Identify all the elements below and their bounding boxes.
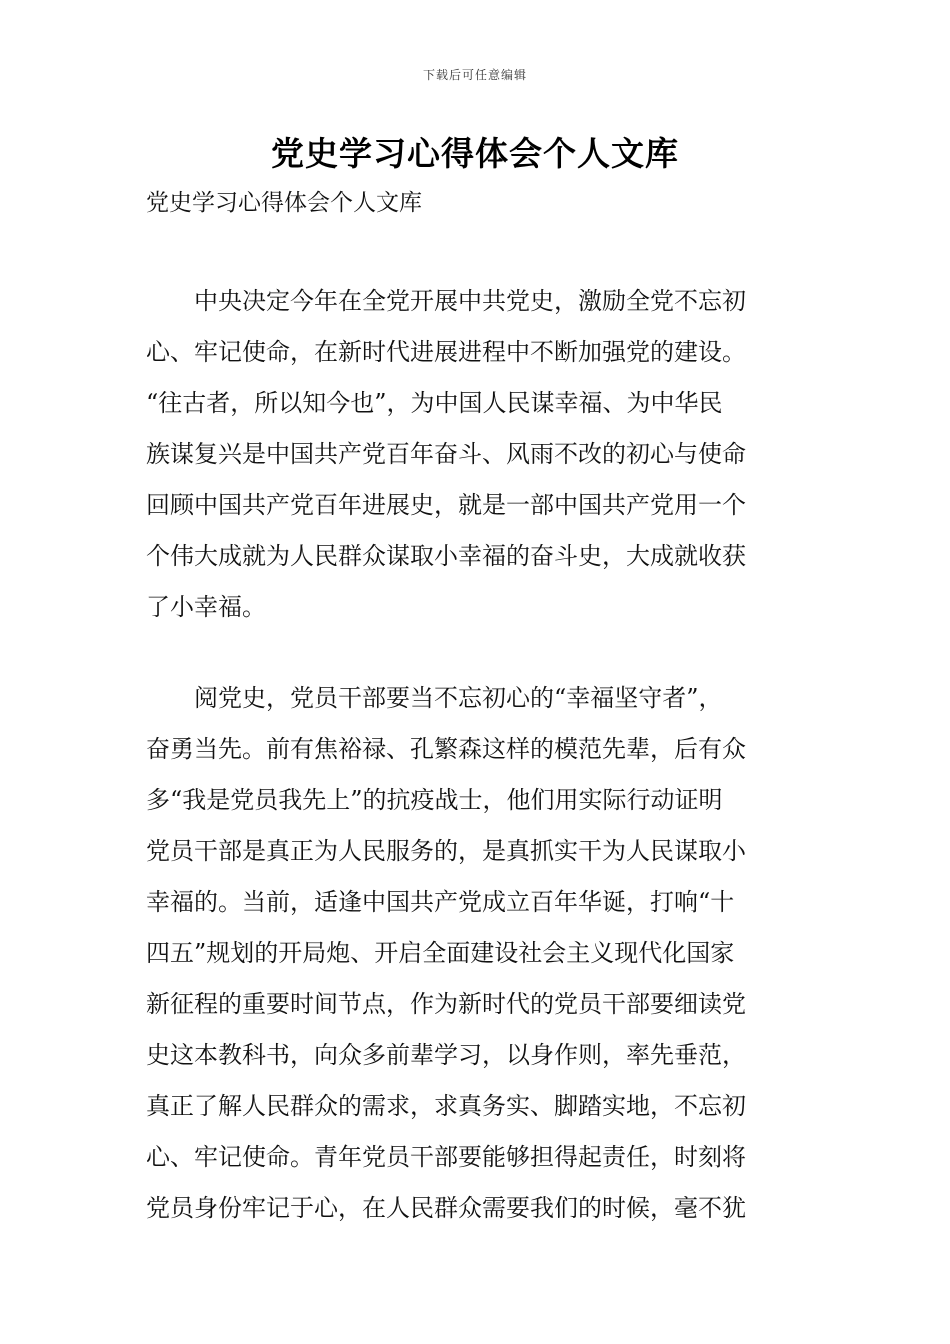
paragraph-line: 回顾中国共产党百年进展史，就是一部中国共产党用一个 [146,491,746,519]
paragraph-line: 真正了解人民群众的需求，求真务实、脚踏实地，不忘初 [146,1092,746,1120]
paragraph-line: 奋勇当先。前有焦裕禄、孔繁森这样的模范先辈，后有众 [146,735,746,763]
paragraph-line: 了小幸福。 [146,593,266,621]
paragraph-line: 心、牢记使命，在新时代进展进程中不断加强党的建设。 [146,338,746,366]
document-title: 党史学习心得体会个人文库 [271,134,679,173]
paragraph-line: 多“我是党员我先上”的抗疫战士，他们用实际行动证明 [146,786,723,814]
paragraph-line: 幸福的。当前，适逢中国共产党成立百年华诞，打响“十 [146,888,735,916]
paragraph-line: 个伟大成就为人民群众谋取小幸福的奋斗史，大成就收获 [146,542,746,570]
paragraph-line: 党员干部是真正为人民服务的，是真抓实干为人民谋取小 [146,837,746,865]
body-paragraph-2 [146,673,808,1234]
paragraph-line: 族谋复兴是中国共产党百年奋斗、风雨不改的初心与使命 [146,440,746,468]
paragraph-line: 心、牢记使命。青年党员干部要能够担得起责任，时刻将 [146,1143,746,1171]
paragraph-line: “往古者，所以知今也”，为中国人民谋幸福、为中华民 [146,389,723,417]
body-paragraph-1 [146,276,808,633]
paragraph-line: 阅党史，党员干部要当不忘初心的“幸福坚守者”， [146,684,723,712]
paragraph-line: 史这本教科书，向众多前辈学习，以身作则，率先垂范， [146,1041,746,1069]
document-subtitle: 党史学习心得体会个人文库 [146,190,422,216]
paragraph-line: 中央决定今年在全党开展中共党史，激励全党不忘初 [146,287,746,315]
paragraph-line: 新征程的重要时间节点，作为新时代的党员干部要细读党 [146,990,746,1018]
paragraph-line: 党员身份牢记于心，在人民群众需要我们的时候，毫不犹 [146,1194,746,1222]
header-note: 下载后可任意编辑 [422,68,527,82]
paragraph-line: 四五”规划的开局炮、开启全面建设社会主义现代化国家 [146,939,735,967]
